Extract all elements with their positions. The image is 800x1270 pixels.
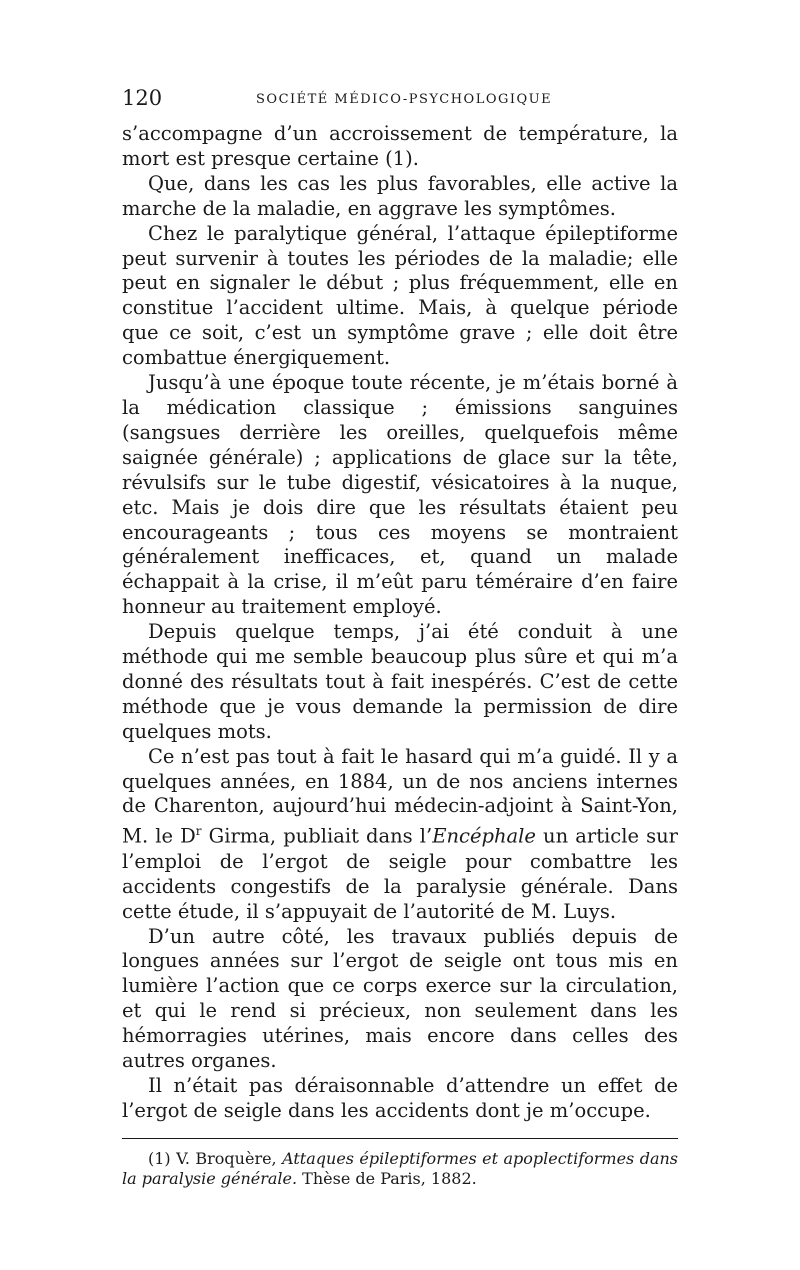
- page-number: 120: [122, 86, 163, 110]
- paragraph-1: s’accompagne d’un accroissement de température, la mort est presque certaine (1).: [122, 122, 678, 170]
- body-text: [122, 122, 678, 1124]
- paragraph-3: Chez le paralytique général, l’attaque épileptiforme peut survenir à toutes les périodes de la maladie; elle peut en signaler le début ; plus fréquemment, elle en constitue l’accident ultime. Mais, à quelque période que ce soit, c’est un symptôme grave ; elle doit être combattue énergiquement.: [122, 221, 678, 370]
- paragraph-4: Jusqu’à une époque toute récente, je m’étais borné à la médication classique ; émissions sanguines (sangsues derrière les oreilles, quelquefois même saignée générale) ; applications de glace sur la tête, révulsifs sur le tube digestif, vésicatoires à la nuque, etc. Mais je dois dire que les résultats étaient peu encourageants ; tous ces moyens se montraient généralement inefficaces, et, quand un malade échappait à la crise, il m’eût paru téméraire d’en faire honneur au traitement employé.: [122, 371, 678, 619]
- paragraph-7: D’un autre côté, les travaux publiés depuis de longues années sur l’ergot de seigle ont tous mis en lumière l’action que ce corps exerce sur la circulation, et qui le rend si précieux, non seulement dans les hémorragies utérines, mais encore dans celles des autres organes.: [122, 924, 678, 1073]
- book-page: [122, 86, 678, 1205]
- paragraph-8: Il n’était pas déraisonnable d’attendre un effet de l’ergot de seigle dans les accidents dont je m’occupe.: [122, 1073, 678, 1122]
- paragraph-6-part-1: Ce n’est pas tout à fait le hasard qui m’a guidé. Il y a quelques années, en 1884, un de nos anciens internes de Charenton, aujourd’hui médecin-adjoint à Saint-Yon, M. le D: [122, 744, 678, 848]
- journal-title: Encéphale: [432, 824, 536, 848]
- footnote: [122, 1149, 678, 1189]
- paragraph-2: Que, dans les cas les plus favorables, elle active la marche de la maladie, en aggrave les symptômes.: [122, 171, 678, 220]
- footnote-mark: (1) V. Broquère,: [148, 1148, 283, 1168]
- paragraph-6-part-2: Girma, publiait dans l’: [201, 824, 433, 848]
- doctor-superscript: r: [195, 824, 202, 839]
- running-head: SOCIÉTÉ MÉDICO-PSYCHOLOGIQUE: [256, 92, 553, 107]
- paragraph-6: [122, 745, 678, 925]
- footnote-rest: Thèse de Paris, 1882.: [297, 1168, 477, 1188]
- page-header: [122, 86, 678, 120]
- paragraph-6-part-3: un article sur l’emploi de l’ergot de seigle pour combattre les accidents congestifs de la paralysie générale. Dans cette étude, il s’appuyait de l’autorité de M. Luys.: [122, 824, 678, 923]
- footnote-divider: [122, 1138, 678, 1139]
- paragraph-5: Depuis quelque temps, j’ai été conduit à une méthode qui me semble beaucoup plus sûre et qui m’a donné des résultats tout à fait inespérés. C’est de cette méthode que je vous demande la permission de dire quelques mots.: [122, 620, 678, 743]
- footnote-title: Attaques épileptiformes et apoplectiformes dans la paralysie générale.: [122, 1148, 679, 1188]
